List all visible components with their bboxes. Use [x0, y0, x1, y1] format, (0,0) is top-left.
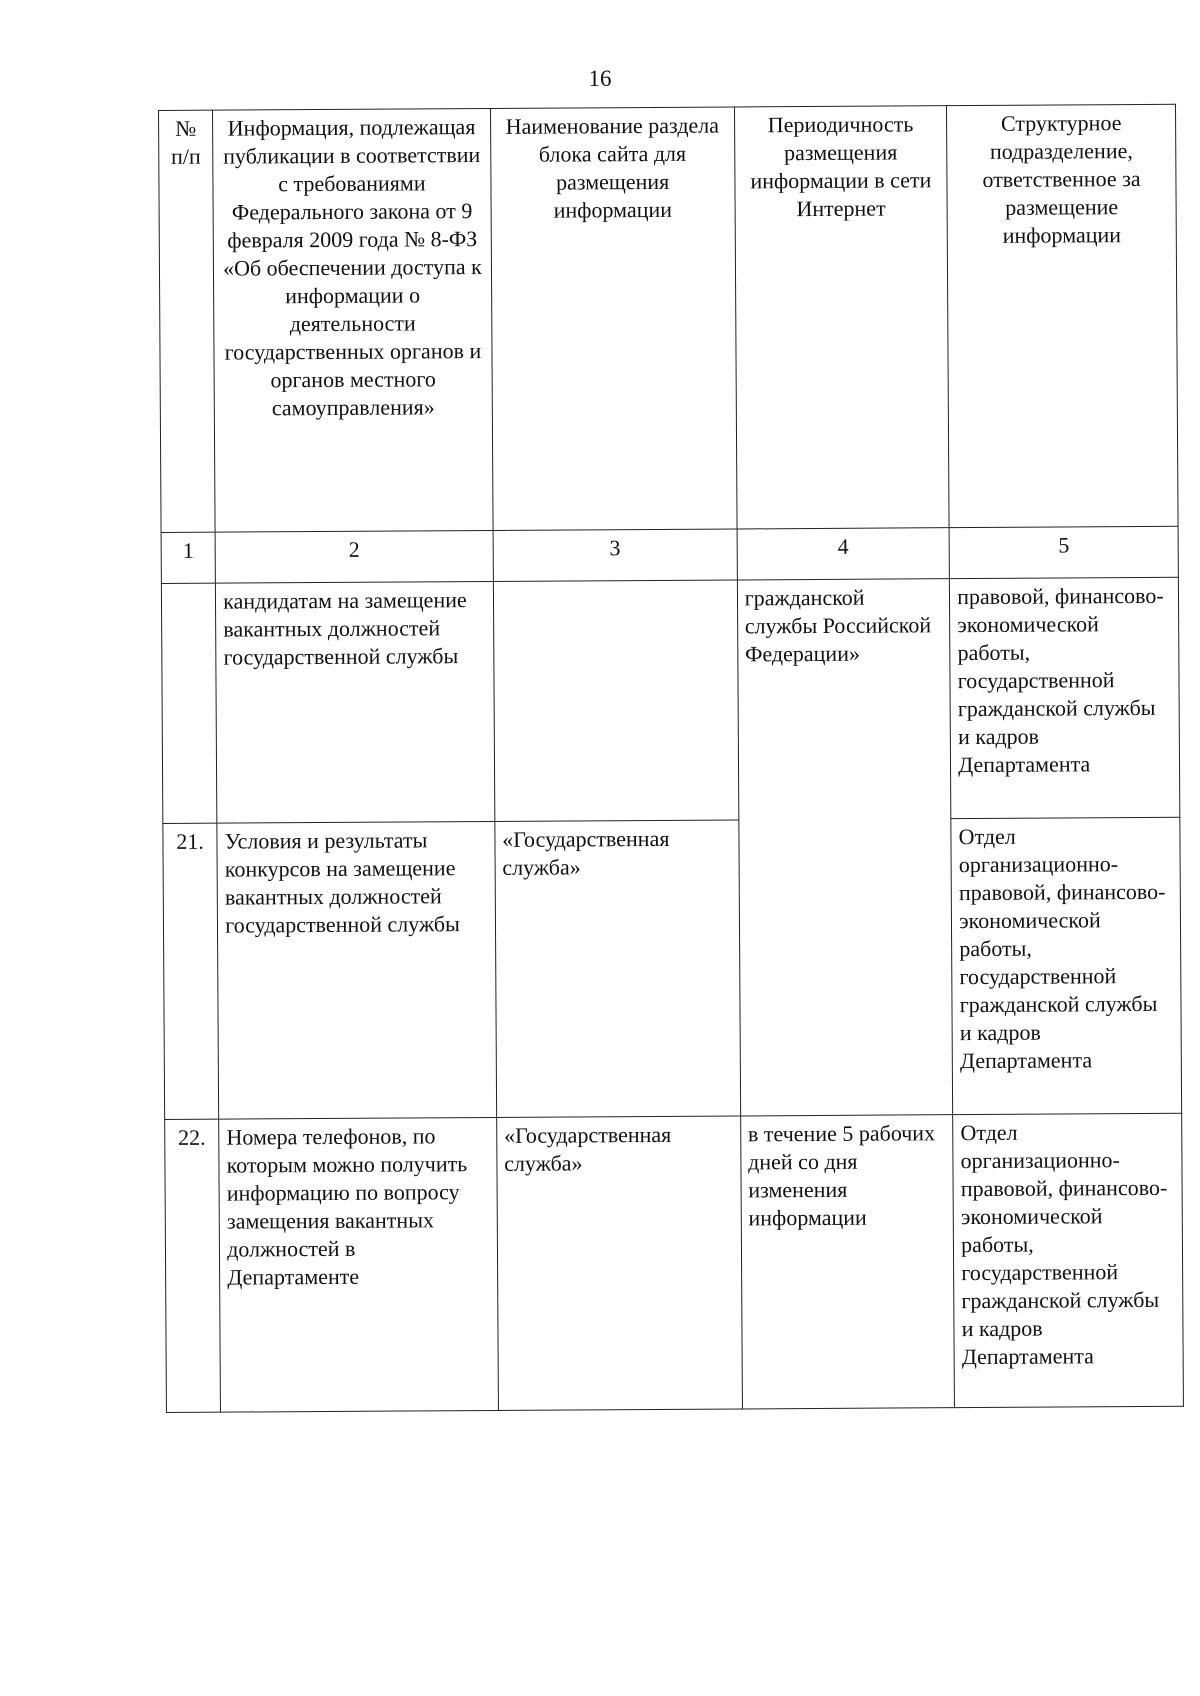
row-unit: правовой, финансово-экономической работы, государственной гражданской службы и кадров Департамента [950, 577, 1180, 818]
column-number: 3 [493, 529, 737, 581]
table-row [161, 577, 1179, 823]
page-number: 16 [588, 66, 612, 91]
row-number: 22. [165, 1119, 221, 1412]
header-info: Информация, подлежащая публикации в соответствии с требованиями Федерального закона от 9 февраля 2009 года № 8-ФЗ «Об обеспечении доступа к информации о деятельности государственных органов и органов местного самоуправления» [213, 108, 493, 532]
row-section: «Государственная служба» [496, 1116, 742, 1410]
header-row [159, 104, 1179, 532]
column-number: 1 [161, 532, 216, 583]
row-section [493, 580, 738, 821]
header-section: Наименование раздела блока сайта для размещения информации [490, 107, 737, 530]
row-period: гражданской службы Российской Федерации» [737, 579, 953, 1116]
header-unit: Структурное подразделение, ответственное за размещение информации [947, 104, 1178, 527]
header-num: № п/п [159, 110, 216, 532]
column-number: 2 [215, 530, 493, 583]
row-info: кандидатам на замещение вакантных должностей государственной службы [216, 581, 495, 823]
publication-table [158, 104, 1184, 1413]
header-period: Периодичность размещения информации в сети Интернет [734, 106, 949, 529]
row-number: 21. [163, 823, 219, 1119]
row-unit: Отдел организационно-правовой, финансово-экономической работы, государственной гражданской службы и кадров Департамента [951, 817, 1182, 1114]
table-row [165, 1113, 1184, 1412]
row-period: в течение 5 рабочих дней со дня изменения информации [740, 1115, 954, 1409]
row-unit: Отдел организационно-правовой, финансово-экономической работы, государственной гражданской службы и кадров Департамента [953, 1113, 1184, 1407]
column-number: 4 [737, 528, 950, 580]
column-number: 5 [949, 526, 1178, 578]
table-row [163, 817, 1182, 1119]
row-number [161, 583, 217, 823]
row-section: «Государственная служба» [495, 820, 741, 1117]
row-info: Условия и результаты конкурсов на замещение вакантных должностей государственной службы [217, 821, 496, 1119]
row-info: Номера телефонов, по которым можно получить информацию по вопросу замещения вакантных должностей в Департаменте [219, 1117, 498, 1412]
column-numbers-row [161, 526, 1178, 583]
